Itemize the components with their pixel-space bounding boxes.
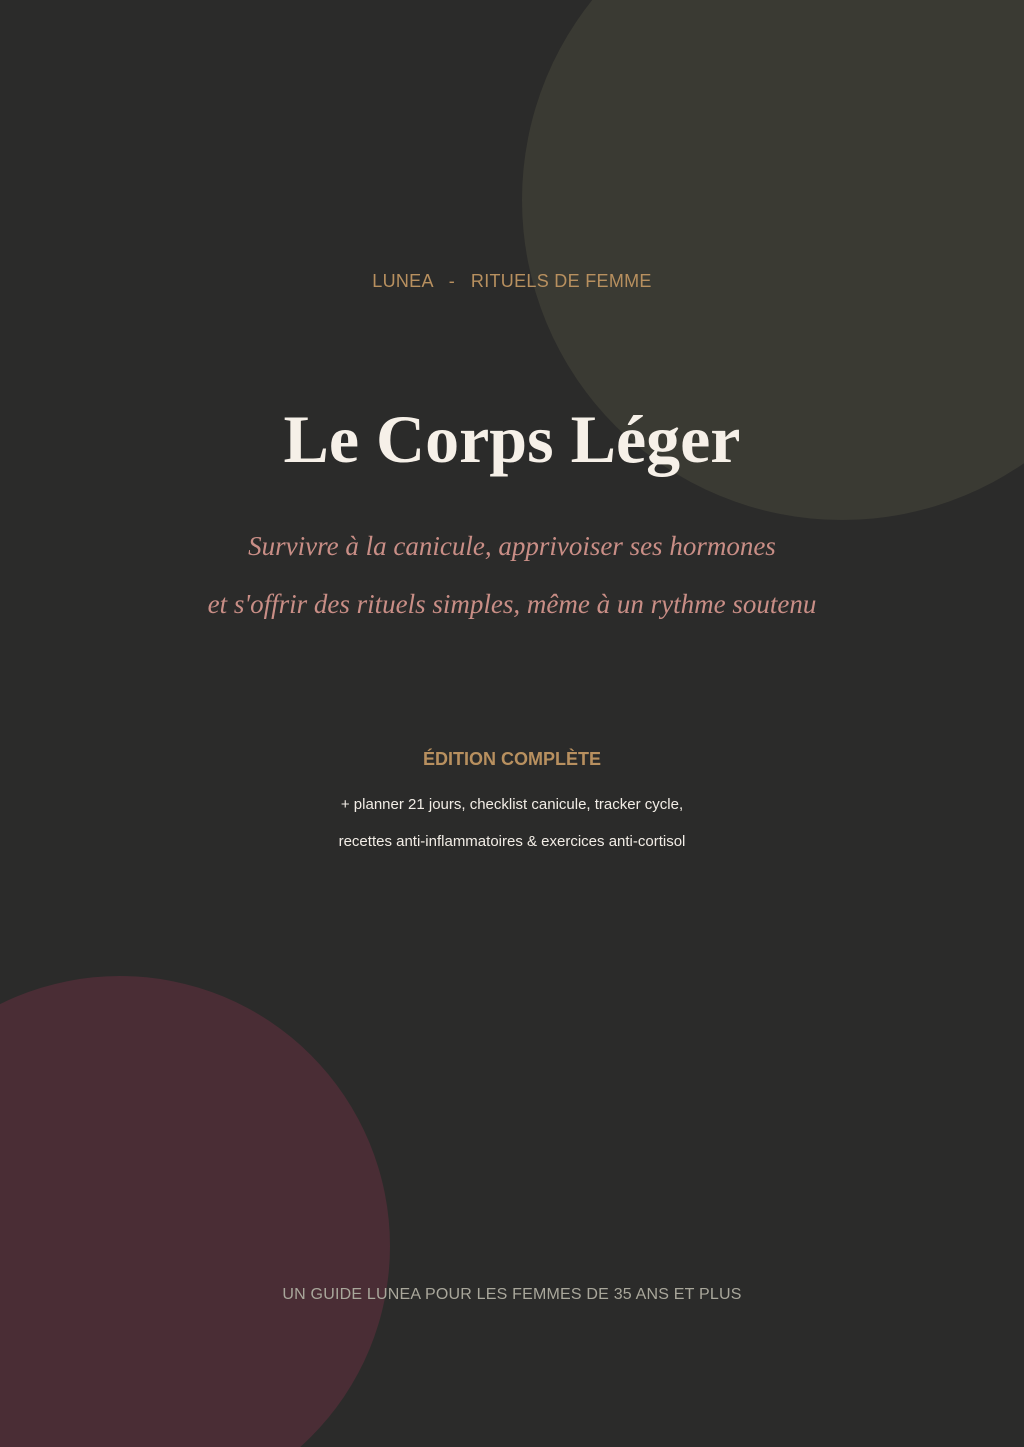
subtitle-line-1: Survivre à la canicule, apprivoiser ses hormones xyxy=(248,531,776,561)
edition-label: ÉDITION COMPLÈTE xyxy=(422,749,601,769)
decorative-circle-bottom xyxy=(0,976,390,1447)
book-title: Le Corps Léger xyxy=(283,401,741,477)
brand-kicker: LUNEA - RITUELS DE FEMME xyxy=(372,271,652,291)
audience-footer: UN GUIDE LUNEA POUR LES FEMMES DE 35 ANS ET PLUS xyxy=(282,1286,742,1303)
extras-line-2: recettes anti-inflammatoires & exercices anti-cortisol xyxy=(338,833,686,850)
subtitle-line-2: et s'offrir des rituels simples, même à un rythme soutenu xyxy=(207,589,817,619)
extras-line-1: + planner 21 jours, checklist canicule, tracker cycle, xyxy=(340,796,684,813)
